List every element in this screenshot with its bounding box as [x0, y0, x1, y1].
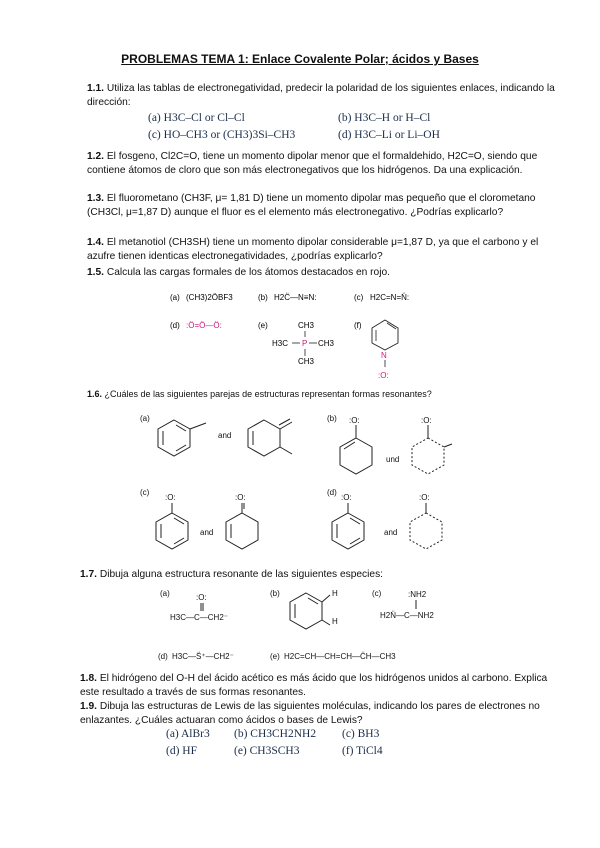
question-number: 1.9.: [80, 701, 97, 712]
list-item: (d) HF: [166, 745, 197, 757]
question-text: Utiliza las tablas de electronegatividad, predecir la polaridad de los siguientes enlaces, indicando la dirección:: [87, 83, 555, 109]
label-d: (d): [170, 321, 180, 330]
o-c2: :O:: [235, 493, 246, 502]
question-text: El metanotiol (CH3SH) tiene un momento dipolar considerable μ=1,87 D, ya que el carbono y el azufre tienen identicas electronegatividades, ¿podrías explicarlo?: [87, 237, 539, 263]
und-b: und: [386, 455, 400, 464]
question-text: Dibuja las estructuras de Lewis de las siguientes moléculas, indicando los pares de electrones no enlazantes. ¿Cuáles actuaran como ácidos o bases de Lewis?: [80, 701, 540, 727]
question-number: 1.4.: [87, 237, 104, 248]
e-formula: H2C=CH—CH=CH—C̈H—CH3: [284, 652, 396, 661]
list-item: (a) AlBr3: [166, 728, 210, 740]
b-h2: H: [332, 617, 338, 626]
o-d1: :O:: [341, 493, 352, 502]
question-text: El hidrógeno del O-H del ácido acético es más ácido que los hidrógenos unidos al carbono. Explica este resultado a través de sus formas resonantes.: [80, 673, 548, 699]
question-text: ¿Cuáles de las siguientes parejas de estructuras representan formas resonantes?: [104, 389, 432, 399]
list-item: (e) CH3SCH3: [234, 745, 300, 757]
formula-a: (CH3)2ÖBF3: [186, 293, 233, 302]
and-a: and: [218, 431, 232, 440]
e-left-h3c: H3C: [272, 339, 289, 348]
label-c: (c): [354, 293, 364, 302]
list-item: (a) H3C–Cl or Cl–Cl: [148, 112, 245, 124]
label-d: (d): [327, 488, 337, 497]
o-d2: :O:: [419, 493, 430, 502]
c-main: H2N̈—C—NH2: [380, 611, 434, 620]
list-item: (b) H3C–H or H–Cl: [338, 112, 431, 124]
list-item: (c) BH3: [342, 728, 380, 740]
question-number: 1.1.: [87, 83, 104, 94]
label-a: (a): [140, 414, 150, 423]
o-c1: :O:: [165, 493, 176, 502]
e-right-ch3: CH3: [318, 339, 335, 348]
formula-b: H2C̈—N≡N:: [274, 293, 317, 302]
question-number: 1.2.: [87, 151, 104, 162]
question-1-9: [80, 700, 560, 728]
label-c: (c): [372, 589, 382, 598]
question-number: 1.3.: [87, 193, 104, 204]
molecule-list: [166, 728, 466, 762]
label-e: (e): [258, 321, 268, 330]
label-b: (b): [258, 293, 268, 302]
a-main: H3C—C—CH2⁻: [170, 613, 229, 622]
b-h1: H: [332, 589, 338, 598]
formula-d: :Ö=Ö—Ö:: [186, 321, 222, 330]
e-bottom-ch3: CH3: [298, 357, 315, 366]
label-f: (f): [354, 321, 362, 330]
question-number: 1.8.: [80, 673, 97, 684]
label-e: (e): [270, 652, 280, 661]
and-d: and: [384, 528, 398, 537]
label-a: (a): [170, 293, 180, 302]
list-item: (f) TiCl4: [342, 745, 383, 757]
label-d: (d): [158, 652, 168, 661]
c-top: :NH2: [408, 590, 427, 599]
o-b1: :O:: [349, 416, 360, 425]
and-c: and: [200, 528, 214, 537]
label-c: (c): [140, 488, 150, 497]
label-a: (a): [160, 589, 170, 598]
question-text: Calcula las cargas formales de los átomos destacados en rojo.: [106, 267, 390, 278]
e-center-p: P: [302, 339, 308, 348]
list-item: (c) HO–CH3 or (CH3)3Si–CH3: [148, 129, 296, 141]
label-b: (b): [270, 589, 280, 598]
question-number: 1.7.: [80, 569, 97, 580]
question-text: Dibuja alguna estructura resonante de las siguientes especies:: [99, 569, 384, 580]
question-text: El fluorometano (CH3F, μ= 1,81 D) tiene un momento dipolar mas pequeño que el clorometano (CH3Cl, μ=1,87 D) aunque el fluor es el elemento más electronegativo. ¿Podrías explicarlo?: [87, 193, 536, 219]
question-number: 1.6.: [87, 389, 103, 399]
a-top: :O:: [196, 593, 207, 602]
e-top-ch3: CH3: [298, 321, 315, 330]
question-1-8: [80, 672, 560, 700]
list-item: (b) CH3CH2NH2: [234, 728, 317, 740]
label-b: (b): [327, 414, 337, 423]
question-number: 1.5.: [87, 267, 104, 278]
formula-c: H2C=N=N̈:: [370, 293, 410, 302]
question-text: El fosgeno, Cl2C=O, tiene un momento dipolar menor que el formaldehido, H2C=O, siendo que contiene átomos de cloro que son más electronegativos que los hidrógenos. Da una explicación.: [87, 151, 538, 177]
d-formula: H3C—S̈⁺—CH2⁻: [172, 652, 234, 661]
page-title: PROBLEMAS TEMA 1: Enlace Covalente Polar; ácidos y Bases: [121, 52, 479, 66]
o-b2: :O:: [421, 416, 432, 425]
f-nitrogen: N: [381, 351, 387, 360]
list-item: (d) H3C–Li or Li–OH: [338, 129, 440, 141]
f-oxygen: :O:: [378, 371, 389, 380]
